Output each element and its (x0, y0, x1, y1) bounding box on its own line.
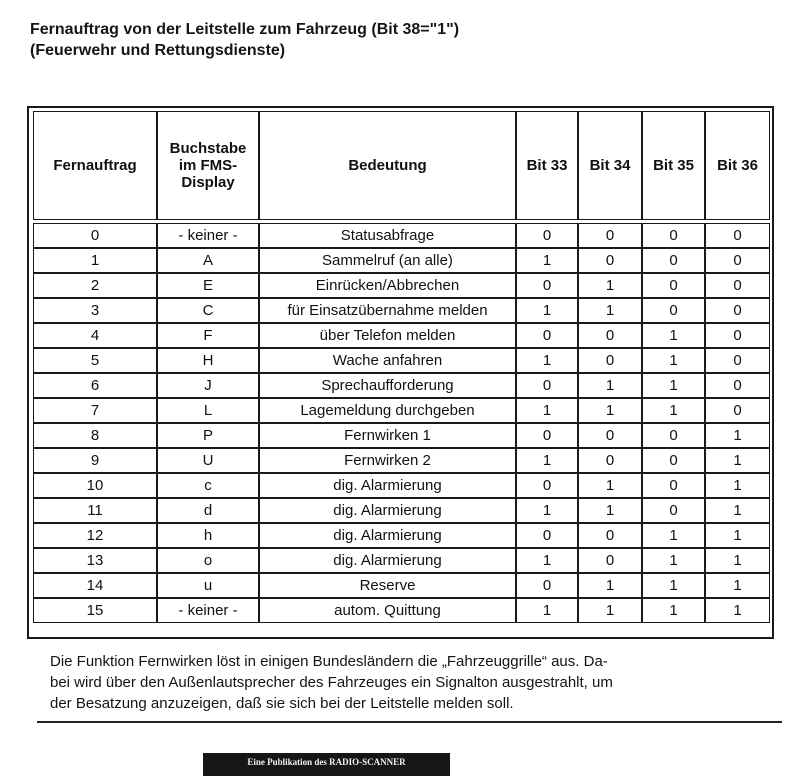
cell-nr: 0 (33, 223, 157, 248)
cell-bit35: 1 (642, 323, 705, 348)
cell-bit35: 0 (642, 473, 705, 498)
cell-bedeutung: autom. Quittung (259, 598, 516, 623)
cell-bit33: 0 (516, 273, 578, 298)
cell-nr: 3 (33, 298, 157, 323)
cell-bedeutung: Wache anfahren (259, 348, 516, 373)
table-row (33, 273, 770, 298)
cell-bedeutung: Statusabfrage (259, 223, 516, 248)
cell-bit35: 1 (642, 373, 705, 398)
cell-buchstabe: o (157, 548, 259, 573)
cell-bit36: 0 (705, 273, 770, 298)
cell-bit35: 0 (642, 498, 705, 523)
table-row (33, 373, 770, 398)
cell-nr: 10 (33, 473, 157, 498)
table-row (33, 423, 770, 448)
cell-bedeutung: dig. Alarmierung (259, 548, 516, 573)
cell-bit34: 1 (578, 273, 642, 298)
table-row (33, 573, 770, 598)
cell-bit36: 1 (705, 473, 770, 498)
header-bedeutung: Bedeutung (259, 111, 516, 220)
cell-bit35: 1 (642, 398, 705, 423)
cell-bedeutung: über Telefon melden (259, 323, 516, 348)
table-row (33, 298, 770, 323)
cell-bit34: 1 (578, 498, 642, 523)
cell-bit36: 1 (705, 498, 770, 523)
table-row (33, 348, 770, 373)
cell-bedeutung: Fernwirken 1 (259, 423, 516, 448)
cell-bit33: 0 (516, 223, 578, 248)
header-buchstabe-line-3: Display (181, 174, 235, 191)
cell-bit35: 0 (642, 248, 705, 273)
cell-bedeutung: Sprechaufforderung (259, 373, 516, 398)
cell-bit36: 1 (705, 598, 770, 623)
cell-buchstabe: h (157, 523, 259, 548)
table-row (33, 598, 770, 623)
cell-buchstabe: d (157, 498, 259, 523)
cell-bit35: 1 (642, 523, 705, 548)
cell-nr: 8 (33, 423, 157, 448)
cell-bit33: 1 (516, 398, 578, 423)
fernauftrag-table-frame (27, 106, 774, 639)
header-buchstabe-line-1: Buchstabe (169, 140, 247, 157)
cell-bit33: 0 (516, 473, 578, 498)
cell-bedeutung: Einrücken/Abbrechen (259, 273, 516, 298)
cell-bedeutung: dig. Alarmierung (259, 498, 516, 523)
cell-bit35: 0 (642, 223, 705, 248)
cell-bit34: 1 (578, 573, 642, 598)
cell-buchstabe: J (157, 373, 259, 398)
header-fernauftrag: Fernauftrag (33, 111, 157, 220)
header-bit35: Bit 35 (642, 111, 705, 220)
cell-nr: 12 (33, 523, 157, 548)
cell-bit33: 0 (516, 423, 578, 448)
table-row (33, 548, 770, 573)
cell-bit35: 0 (642, 423, 705, 448)
cell-bit33: 0 (516, 323, 578, 348)
cell-buchstabe: u (157, 573, 259, 598)
table-row (33, 498, 770, 523)
footnote (50, 651, 750, 714)
cell-nr: 5 (33, 348, 157, 373)
cell-bedeutung: für Einsatzübernahme melden (259, 298, 516, 323)
cell-bit34: 0 (578, 523, 642, 548)
cell-bit34: 0 (578, 423, 642, 448)
cell-nr: 4 (33, 323, 157, 348)
cell-nr: 1 (33, 248, 157, 273)
cell-bedeutung: Lagemeldung durchgeben (259, 398, 516, 423)
divider-line (37, 721, 782, 723)
cell-buchstabe: - keiner - (157, 223, 259, 248)
table-row (33, 473, 770, 498)
cell-bit33: 1 (516, 448, 578, 473)
footnote-line-1: Die Funktion Fernwirken löst in einigen Bundesländern die „Fahrzeuggrille“ aus. Da- (50, 653, 608, 670)
table-row (33, 323, 770, 348)
cell-bit34: 0 (578, 223, 642, 248)
table-row (33, 448, 770, 473)
header-bit36: Bit 36 (705, 111, 770, 220)
cell-buchstabe: c (157, 473, 259, 498)
cell-bit34: 0 (578, 248, 642, 273)
footnote-line-2: bei wird über den Außenlautsprecher des Fahrzeuges ein Signalton ausgestrahlt, um (50, 674, 613, 691)
fernauftrag-table (33, 111, 770, 623)
cell-buchstabe: H (157, 348, 259, 373)
cell-bit33: 1 (516, 548, 578, 573)
cell-bit36: 1 (705, 548, 770, 573)
publication-banner: Eine Publikation des RADIO-SCANNER (203, 753, 450, 776)
header-buchstabe (157, 111, 259, 220)
cell-bit34: 0 (578, 448, 642, 473)
cell-bit35: 1 (642, 548, 705, 573)
cell-nr: 7 (33, 398, 157, 423)
cell-nr: 13 (33, 548, 157, 573)
footnote-line-3: der Besatzung anzuzeigen, daß sie sich bei der Leitstelle melden soll. (50, 695, 514, 712)
cell-bit35: 0 (642, 298, 705, 323)
cell-bit34: 1 (578, 398, 642, 423)
cell-nr: 6 (33, 373, 157, 398)
header-bit33: Bit 33 (516, 111, 578, 220)
cell-bit36: 0 (705, 373, 770, 398)
title-line-2: (Feuerwehr und Rettungsdienste) (30, 42, 286, 59)
cell-bedeutung: Sammelruf (an alle) (259, 248, 516, 273)
cell-bedeutung: Fernwirken 2 (259, 448, 516, 473)
table-row (33, 398, 770, 423)
header-buchstabe-line-2: im FMS- (178, 157, 238, 174)
cell-bit35: 0 (642, 273, 705, 298)
cell-bit36: 1 (705, 573, 770, 598)
cell-bit33: 0 (516, 373, 578, 398)
table-row (33, 523, 770, 548)
cell-bit36: 0 (705, 398, 770, 423)
cell-bit35: 1 (642, 573, 705, 598)
cell-bit35: 1 (642, 348, 705, 373)
cell-buchstabe: E (157, 273, 259, 298)
table-row (33, 223, 770, 248)
cell-bit34: 0 (578, 548, 642, 573)
cell-bit33: 1 (516, 298, 578, 323)
header-row (33, 111, 770, 220)
cell-bit36: 1 (705, 423, 770, 448)
header-bit34: Bit 34 (578, 111, 642, 220)
cell-bit35: 0 (642, 448, 705, 473)
cell-bit34: 1 (578, 473, 642, 498)
cell-bit33: 1 (516, 598, 578, 623)
cell-bit35: 1 (642, 598, 705, 623)
cell-nr: 2 (33, 273, 157, 298)
cell-nr: 11 (33, 498, 157, 523)
cell-buchstabe: A (157, 248, 259, 273)
table-row (33, 248, 770, 273)
cell-bit34: 1 (578, 598, 642, 623)
table-body (33, 220, 770, 623)
cell-bit36: 1 (705, 523, 770, 548)
page-title (30, 19, 459, 61)
cell-bedeutung: dig. Alarmierung (259, 473, 516, 498)
cell-bit34: 0 (578, 348, 642, 373)
cell-buchstabe: F (157, 323, 259, 348)
cell-bedeutung: dig. Alarmierung (259, 523, 516, 548)
cell-bit33: 1 (516, 498, 578, 523)
cell-bit34: 0 (578, 323, 642, 348)
cell-buchstabe: P (157, 423, 259, 448)
cell-nr: 14 (33, 573, 157, 598)
cell-bit36: 0 (705, 223, 770, 248)
cell-bit36: 0 (705, 323, 770, 348)
cell-bit33: 0 (516, 523, 578, 548)
cell-bit36: 0 (705, 248, 770, 273)
cell-bit33: 1 (516, 248, 578, 273)
title-line-1: Fernauftrag von der Leitstelle zum Fahrzeug (Bit 38="1") (30, 21, 460, 38)
cell-bit33: 0 (516, 573, 578, 598)
cell-nr: 9 (33, 448, 157, 473)
cell-bit36: 1 (705, 448, 770, 473)
cell-nr: 15 (33, 598, 157, 623)
cell-buchstabe: C (157, 298, 259, 323)
cell-bit33: 1 (516, 348, 578, 373)
cell-bit36: 0 (705, 298, 770, 323)
cell-bit34: 1 (578, 373, 642, 398)
cell-bit34: 1 (578, 298, 642, 323)
cell-bit36: 0 (705, 348, 770, 373)
cell-bedeutung: Reserve (259, 573, 516, 598)
cell-buchstabe: U (157, 448, 259, 473)
cell-buchstabe: L (157, 398, 259, 423)
cell-buchstabe: - keiner - (157, 598, 259, 623)
